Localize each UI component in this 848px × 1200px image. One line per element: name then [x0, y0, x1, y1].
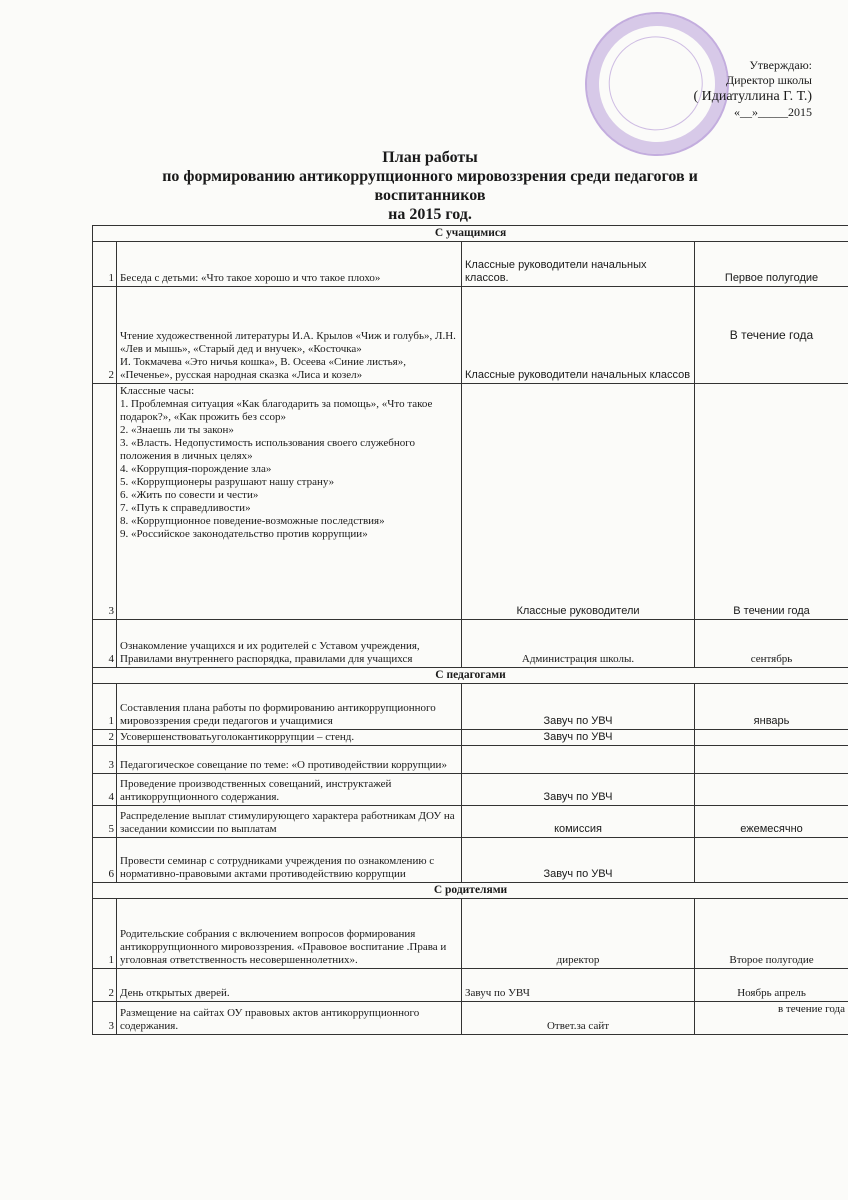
row-responsible [462, 746, 695, 774]
table-row [93, 899, 848, 969]
section-heading: С учащимися [93, 226, 848, 242]
row-responsible: директор [462, 899, 695, 969]
row-activity: Ознакомление учащихся и их родителей с Уставом учреждения, Правилами внутреннего распорядка, правилами для учащихся [117, 620, 462, 668]
table-row [93, 774, 848, 806]
table-row [93, 746, 848, 774]
row-activity: Чтение художественной литературы И.А. Крылов «Чиж и голубь», Л.Н. «Лев и мышь», «Старый дед и внучек», «Косточка» И. Токмачева «Это ничья кошка», В. Осеева «Синие листья», «Печенье», русская народная сказка «Лиса и козел» [117, 287, 462, 384]
row-number: 2 [93, 730, 117, 746]
row-deadline: В течении года [695, 384, 848, 620]
row-deadline: Ноябрь апрель [695, 969, 848, 1002]
plan-table [92, 225, 848, 1035]
table-row [93, 969, 848, 1002]
approval-name: ( Идиатуллина Г. Т.) [693, 89, 812, 104]
row-activity: Усовершенствоватьуголокантикоррупции – стенд. [117, 730, 462, 746]
row-deadline [695, 838, 848, 883]
row-activity: Родительские собрания с включением вопросов формирования антикоррупционного мировоззрения. «Правовое воспитание .Права и уголовная ответственность несовершеннолетних». [117, 899, 462, 969]
title-line-1: План работы [382, 149, 478, 166]
row-responsible: Завуч по УВЧ [462, 838, 695, 883]
row-activity: Составления плана работы по формированию антикоррупционного мировоззрения среди педагогов и учащимися [117, 684, 462, 730]
row-responsible: Классные руководители [462, 384, 695, 620]
approval-position: Директор школы [725, 73, 812, 87]
row-activity: Распределение выплат стимулирующего характера работникам ДОУ на заседании комиссии по выплатам [117, 806, 462, 838]
row-responsible: Администрация школы. [462, 620, 695, 668]
row-number: 6 [93, 838, 117, 883]
table-row [93, 684, 848, 730]
row-number: 1 [93, 242, 117, 287]
row-activity: День открытых дверей. [117, 969, 462, 1002]
row-number: 5 [93, 806, 117, 838]
row-deadline: январь [695, 684, 848, 730]
table-row [93, 242, 848, 287]
section-heading-row [93, 883, 848, 899]
table-row [93, 384, 848, 620]
row-number: 2 [93, 287, 117, 384]
section-heading: С педагогами [93, 668, 848, 684]
row-responsible: Завуч по УВЧ [462, 969, 695, 1002]
row-number: 3 [93, 746, 117, 774]
row-number: 1 [93, 684, 117, 730]
row-responsible: Завуч по УВЧ [462, 684, 695, 730]
table-row [93, 287, 848, 384]
row-activity: Классные часы: 1. Проблемная ситуация «Как благодарить за помощь», «Что такое подарок?», «Как прожить без ссор» 2. «Знаешь ли ты закон» 3. «Власть. Недопустимость использования своего служебного положения в личных целях» 4. «Коррупция-порождение зла» 5. «Коррупционеры разрушают нашу страну» 6. «Жить по совести и чести» 7. «Путь к справедливости» 8. «Коррупционное поведение-возможные последствия» 9. «Российское законодательство против коррупции» [117, 384, 462, 620]
section-heading: С родителями [93, 883, 848, 899]
table-row [93, 806, 848, 838]
approval-block [622, 58, 812, 120]
table-row [93, 730, 848, 746]
row-deadline: Второе полугодие [695, 899, 848, 969]
row-activity: Провести семинар с сотрудниками учреждения по ознакомлению с нормативно-правовыми актами противодействию коррупции [117, 838, 462, 883]
row-number: 4 [93, 774, 117, 806]
row-number: 3 [93, 1002, 117, 1035]
row-deadline [695, 746, 848, 774]
row-deadline: Первое полугодие [695, 242, 848, 287]
approval-date: «__»_____2015 [734, 105, 812, 119]
row-deadline: в течение года [695, 1002, 848, 1035]
table-row [93, 1002, 848, 1035]
table-row [93, 620, 848, 668]
row-activity: Проведение производственных совещаний, инструктажей антикоррупционного содержания. [117, 774, 462, 806]
section-heading-row [93, 226, 848, 242]
row-deadline: сентябрь [695, 620, 848, 668]
row-number: 1 [93, 899, 117, 969]
title-line-2: по формированию антикоррупционного мировоззрения среди педагогов и воспитанников [162, 168, 698, 204]
row-deadline: ежемесячно [695, 806, 848, 838]
table-row [93, 838, 848, 883]
section-heading-row [93, 668, 848, 684]
row-number: 2 [93, 969, 117, 1002]
approval-label: Утверждаю: [749, 58, 812, 72]
row-deadline [695, 774, 848, 806]
title-line-3: на 2015 год. [388, 206, 472, 223]
row-responsible: Классные руководители начальных классов. [462, 242, 695, 287]
row-responsible: Завуч по УВЧ [462, 774, 695, 806]
row-number: 4 [93, 620, 117, 668]
row-deadline [695, 730, 848, 746]
row-activity: Педагогическое совещание по теме: «О противодействии коррупции» [117, 746, 462, 774]
row-responsible: Классные руководители начальных классов [462, 287, 695, 384]
row-responsible: Ответ.за сайт [462, 1002, 695, 1035]
row-activity: Размещение на сайтах ОУ правовых актов антикоррупционного содержания. [117, 1002, 462, 1035]
row-responsible: комиссия [462, 806, 695, 838]
row-responsible: Завуч по УВЧ [462, 730, 695, 746]
page-title [150, 148, 710, 224]
row-number: 3 [93, 384, 117, 620]
row-activity: Беседа с детьми: «Что такое хорошо и что такое плохо» [117, 242, 462, 287]
row-deadline: В течение года [695, 287, 848, 384]
